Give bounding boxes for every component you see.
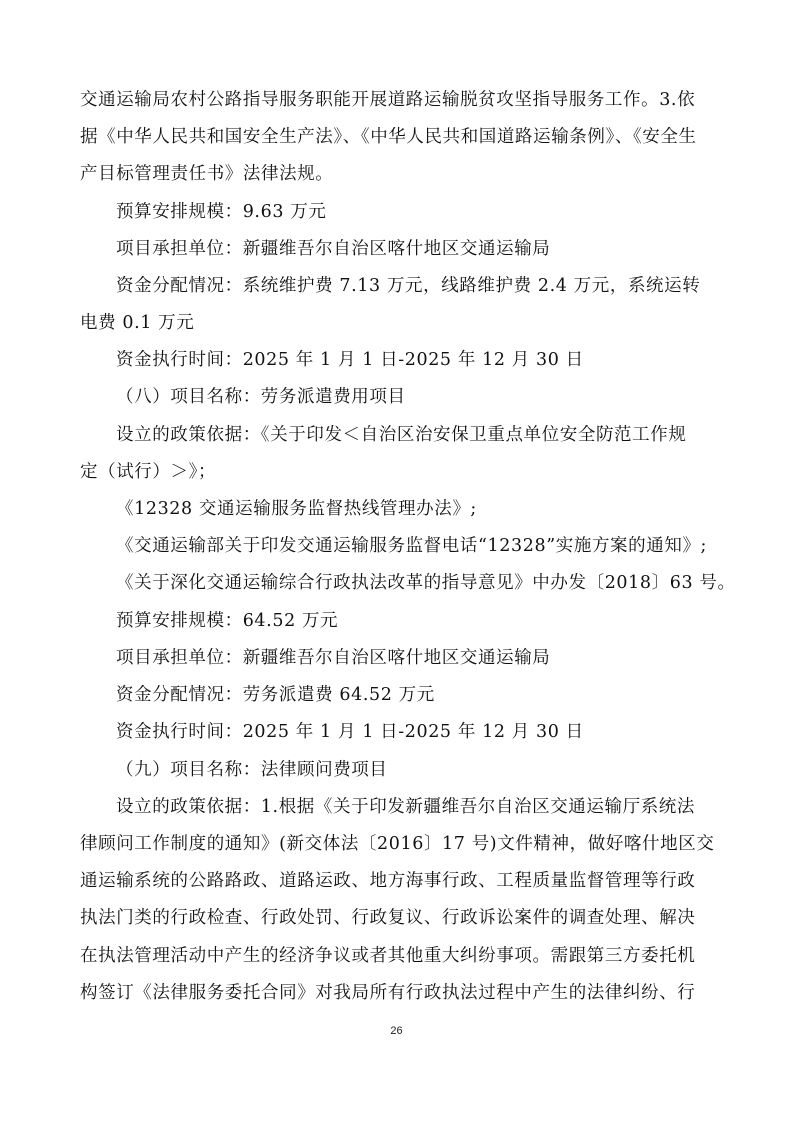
body-text-line: 律顾问工作制度的通知》(新交体法〔2016〕17 号)文件精神，做好喀什地区交 xyxy=(80,834,715,854)
undertaking-unit-line: 项目承担单位：新疆维吾尔自治区喀什地区交通运输局 xyxy=(116,239,551,259)
policy-basis-line: 设立的政策依据：1.根据《关于印发新疆维吾尔自治区交通运输厅系统法 xyxy=(116,797,695,817)
fund-allocation-line: 资金分配情况：系统维护费 7.13 万元，线路维护费 2.4 万元，系统运转 xyxy=(116,276,701,296)
body-text-line: 通运输系统的公路路政、道路运政、地方海事行政、工程质量监督管理等行政 xyxy=(80,871,696,891)
execution-period-line: 资金执行时间：2025 年 1 月 1 日-2025 年 12 月 30 日 xyxy=(116,350,584,370)
budget-scale-line: 预算安排规模：9.63 万元 xyxy=(116,202,327,222)
budget-scale-line: 预算安排规模：64.52 万元 xyxy=(116,611,339,631)
body-text-line: 定（试行）＞》； xyxy=(80,462,217,482)
project-heading: （八）项目名称：劳务派遣费用项目 xyxy=(116,387,406,407)
body-text-line: 在执法管理活动中产生的经济争议或者其他重大纠纷事项。需跟第三方委托机 xyxy=(80,946,696,966)
policy-document-line: 《交通运输部关于印发交通运输服务监督电话“12328”实施方案的通知》; xyxy=(116,536,708,556)
policy-document-line: 《12328 交通运输服务监督热线管理办法》; xyxy=(116,499,477,519)
body-text-line: 构签订《法律服务委托合同》对我局所有行政执法过程中产生的法律纠纷、行 xyxy=(80,983,696,1003)
body-text-line: 据《中华人民共和国安全生产法》、《中华人民共和国道路运输条例》、《安全生 xyxy=(80,127,697,147)
project-heading: （九）项目名称：法律顾问费项目 xyxy=(116,760,388,780)
policy-document-line: 《关于深化交通运输综合行政执法改革的指导意见》中办发〔2018〕63 号。 xyxy=(116,573,736,593)
body-text-line: 产目标管理责任书》法律法规。 xyxy=(80,164,334,184)
undertaking-unit-line: 项目承担单位：新疆维吾尔自治区喀什地区交通运输局 xyxy=(116,648,551,668)
body-text-line: 交通运输局农村公路指导服务职能开展道路运输脱贫攻坚指导服务工作。3.依 xyxy=(80,90,696,110)
policy-basis-line: 设立的政策依据：《关于印发＜自治区治安保卫重点单位安全防范工作规 xyxy=(116,425,687,445)
fund-allocation-line: 资金分配情况：劳务派遣费 64.52 万元 xyxy=(116,685,435,705)
execution-period-line: 资金执行时间：2025 年 1 月 1 日-2025 年 12 月 30 日 xyxy=(116,722,584,742)
body-text-line: 执法门类的行政检查、行政处罚、行政复议、行政诉讼案件的调查处理、解决 xyxy=(80,908,696,928)
page-number: 26 xyxy=(390,1025,403,1037)
body-text-line: 电费 0.1 万元 xyxy=(80,313,195,333)
